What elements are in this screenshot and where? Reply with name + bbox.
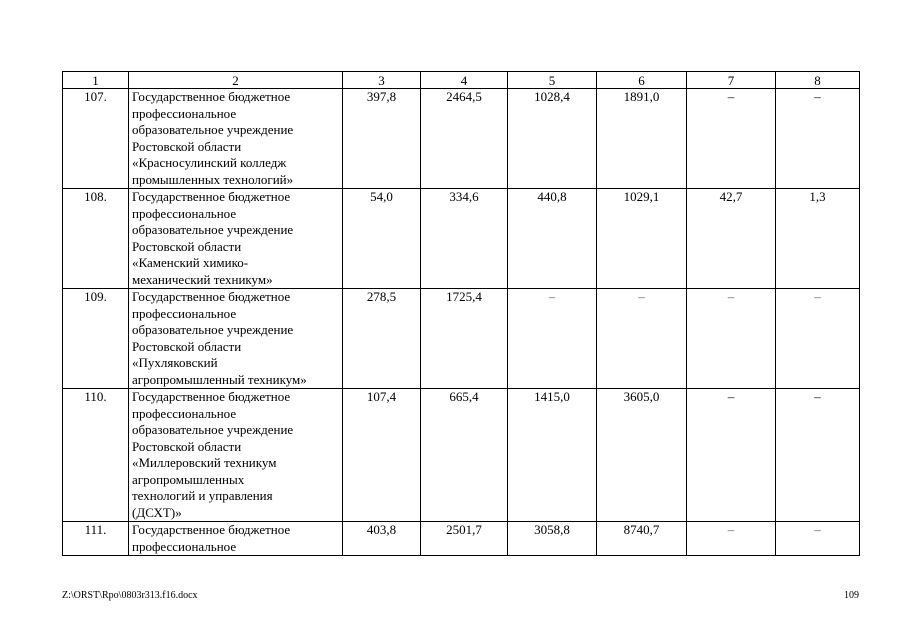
value-cell-col-6: 8740,7 — [597, 522, 687, 556]
footer-file-path: Z:\ORST\Rpo\0803r313.f16.docx — [62, 590, 198, 601]
row-number-cell: 109. — [63, 289, 129, 389]
institution-name-line: профессиональное — [132, 205, 237, 221]
value-cell-col-7: – — [687, 389, 776, 522]
table-header-row — [63, 72, 860, 89]
header-cell: 2 — [129, 72, 343, 89]
institution-name-cell — [129, 522, 343, 556]
institution-name-line: образовательное учреждение — [132, 122, 294, 137]
institution-name-line: образовательное учреждение — [132, 222, 294, 237]
institution-name-cell — [129, 389, 343, 522]
value-cell-col-3: 54,0 — [343, 189, 421, 289]
value-cell-col-5: 1028,4 — [508, 89, 597, 189]
institution-name-line: Ростовской области — [132, 438, 242, 454]
row-number-cell: 110. — [63, 389, 129, 522]
institution-name-line: «Пухляковский — [132, 355, 218, 370]
institution-name-line: промышленных технологий» — [132, 171, 294, 187]
institution-name-cell — [129, 289, 343, 389]
value-cell-col-5: 3058,8 — [508, 522, 597, 556]
value-cell-col-4: 334,6 — [421, 189, 508, 289]
institution-name-line: профессиональное — [132, 105, 237, 121]
header-cell: 1 — [63, 72, 129, 89]
row-number-cell: 107. — [63, 89, 129, 189]
value-cell-col-3: 278,5 — [343, 289, 421, 389]
institution-name-line: профессиональное — [132, 305, 237, 321]
value-cell-col-4: 2501,7 — [421, 522, 508, 556]
row-number-cell: 111. — [63, 522, 129, 556]
institution-name-line: Государственное бюджетное — [132, 389, 291, 404]
header-cell: 8 — [776, 72, 860, 89]
value-cell-col-5: 440,8 — [508, 189, 597, 289]
institution-name-line: профессиональное — [132, 538, 237, 554]
value-cell-col-8: – — [776, 89, 860, 189]
table-row — [63, 389, 860, 522]
data-table — [62, 71, 860, 556]
value-cell-col-5: 1415,0 — [508, 389, 597, 522]
value-cell-col-5: – — [508, 289, 597, 389]
header-cell: 4 — [421, 72, 508, 89]
institution-name-line: «Миллеровский техникум — [132, 455, 277, 470]
table-row — [63, 522, 860, 556]
table-row — [63, 189, 860, 289]
institution-name-line: образовательное учреждение — [132, 322, 294, 337]
value-cell-col-4: 665,4 — [421, 389, 508, 522]
institution-name-line: Государственное бюджетное — [132, 89, 291, 104]
header-cell: 3 — [343, 72, 421, 89]
value-cell-col-4: 1725,4 — [421, 289, 508, 389]
value-cell-col-4: 2464,5 — [421, 89, 508, 189]
institution-name-line: образовательное учреждение — [132, 422, 294, 437]
header-cell: 7 — [687, 72, 776, 89]
institution-name-line: профессиональное — [132, 405, 237, 421]
institution-name-line: Ростовской области — [132, 238, 242, 254]
institution-name-line: Государственное бюджетное — [132, 189, 291, 204]
value-cell-col-6: 3605,0 — [597, 389, 687, 522]
institution-name-line: агропромышленных — [132, 471, 245, 487]
value-cell-col-7: – — [687, 89, 776, 189]
institution-name-line: «Красносулинский колледж — [132, 155, 287, 170]
value-cell-col-3: 107,4 — [343, 389, 421, 522]
value-cell-col-6: – — [597, 289, 687, 389]
header-cell: 6 — [597, 72, 687, 89]
institution-name-line: «Каменский химико- — [132, 255, 249, 270]
institution-name-cell — [129, 89, 343, 189]
row-number-cell: 108. — [63, 189, 129, 289]
institution-name-line: Ростовской области — [132, 138, 242, 154]
value-cell-col-7: – — [687, 522, 776, 556]
value-cell-col-7: – — [687, 289, 776, 389]
institution-name-line: Государственное бюджетное — [132, 289, 291, 304]
value-cell-col-3: 403,8 — [343, 522, 421, 556]
table-row — [63, 89, 860, 189]
value-cell-col-6: 1029,1 — [597, 189, 687, 289]
value-cell-col-3: 397,8 — [343, 89, 421, 189]
value-cell-col-8: 1,3 — [776, 189, 860, 289]
institution-name-cell — [129, 189, 343, 289]
value-cell-col-6: 1891,0 — [597, 89, 687, 189]
value-cell-col-8: – — [776, 389, 860, 522]
institution-name-line: Государственное бюджетное — [132, 522, 291, 537]
value-cell-col-8: – — [776, 289, 860, 389]
table-row — [63, 289, 860, 389]
institution-name-line: механический техникум» — [132, 271, 273, 287]
footer-page-number: 109 — [844, 590, 859, 601]
institution-name-line: агропромышленный техникум» — [132, 371, 307, 387]
institution-name-line: Ростовской области — [132, 338, 242, 354]
value-cell-col-7: 42,7 — [687, 189, 776, 289]
value-cell-col-8: – — [776, 522, 860, 556]
institution-name-line: технологий и управления — [132, 488, 273, 503]
header-cell: 5 — [508, 72, 597, 89]
institution-name-line: (ДСХТ)» — [132, 504, 182, 520]
